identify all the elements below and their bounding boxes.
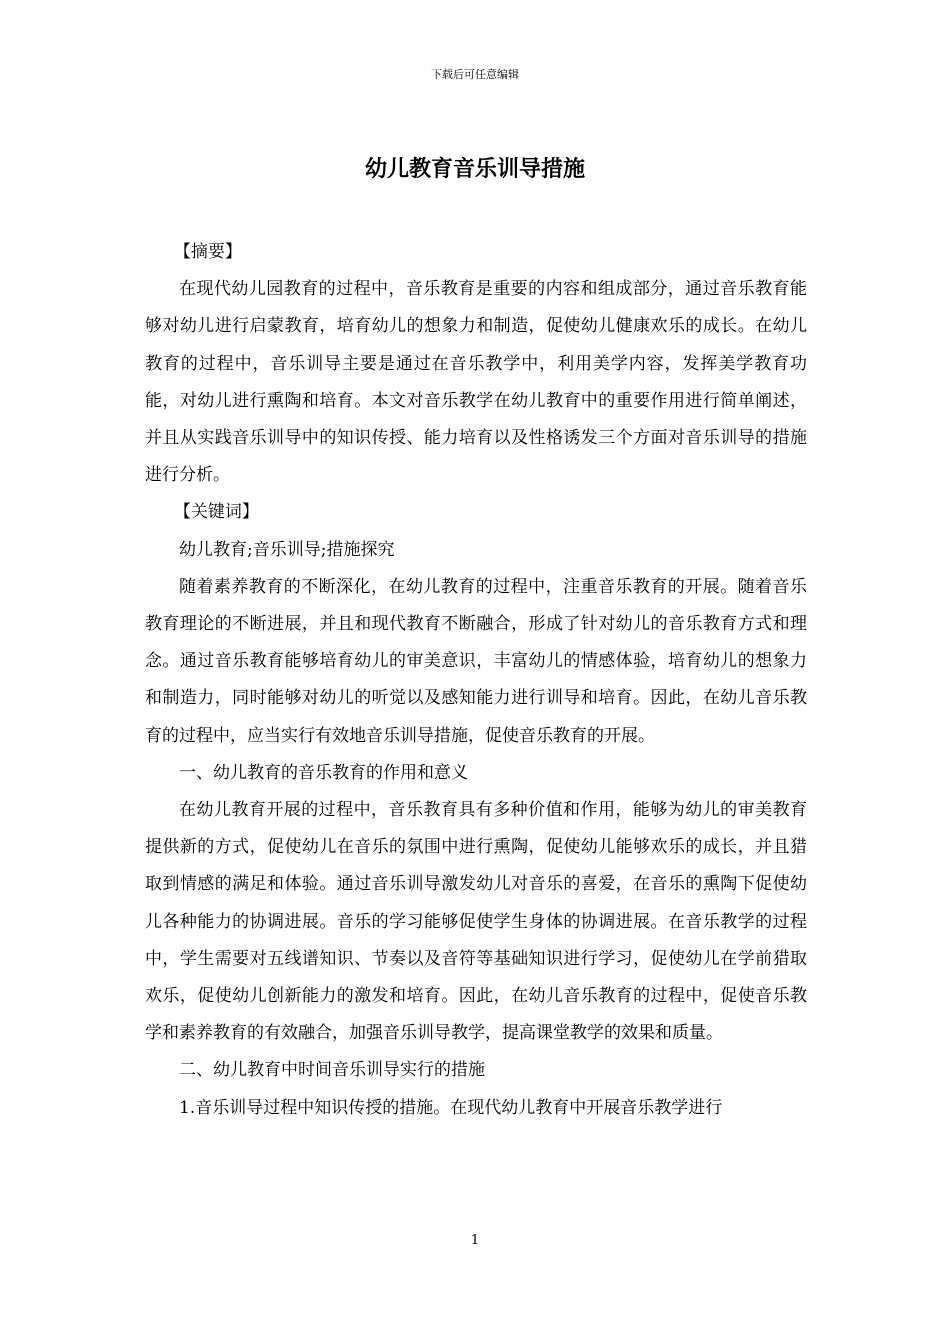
section-2-item-1: 1.音乐训导过程中知识传授的措施。在现代幼儿教育中开展音乐教学进行 bbox=[179, 1097, 723, 1118]
abstract-label: 【摘要】 bbox=[173, 242, 242, 262]
document-title: 幼儿教育音乐训导措施 bbox=[364, 157, 585, 182]
keywords-label: 【关键词】 bbox=[173, 502, 259, 523]
section-1-paragraph: 在幼儿教育开展的过程中，音乐教育具有多种价值和作用，能够为幼儿的审美教育提供新的方式，促使幼儿在音乐的氛围中进行熏陶，促使幼儿能够欢乐的成长，并且猎取到情感的满足和体验。通过音乐训导激发幼儿对音乐的喜爱，在音乐的熏陶下促使幼儿各种能力的协调进展。音乐的学习能够促使学生身体的协调进展。在音乐教学的过程中，学生需要对五线谱知识、节奏以及音符等基础知识进行学习，促使幼儿在学前猎取欢乐，促使幼儿创新能力的激发和培育。因此，在幼儿音乐教育的过程中，促使音乐教学和素养教育的有效融合，加强音乐训导教学，提高课堂教学的效果和质量。 bbox=[145, 800, 807, 1044]
document-body bbox=[145, 234, 807, 1127]
section-2-heading: 二、幼儿教育中时间音乐训导实行的措施 bbox=[179, 1060, 485, 1081]
abstract-paragraph: 在现代幼儿园教育的过程中，音乐教育是重要的内容和组成部分，通过音乐教育能够对幼儿进行启蒙教育，培育幼儿的想象力和制造，促使幼儿健康欢乐的成长。在幼儿教育的过程中，音乐训导主要是通过在音乐教学中，利用美学内容，发挥美学教育功能，对幼儿进行熏陶和培育。本文对音乐教学在幼儿教育中的重要作用进行简单阐述，并且从实践音乐训导中的知识传授、能力培育以及性格诱发三个方面对音乐训导的措施进行分析。 bbox=[145, 279, 807, 486]
intro-paragraph: 随着素养教育的不断深化，在幼儿教育的过程中，注重音乐教育的开展。随着音乐教育理论的不断进展，并且和现代教育不断融合，形成了针对幼儿的音乐教育方式和理念。通过音乐教育能够培育幼儿的审美意识，丰富幼儿的情感体验，培育幼儿的想象力和制造力，同时能够对幼儿的听觉以及感知能力进行训导和培育。因此，在幼儿音乐教育的过程中，应当实行有效地音乐训导措施，促使音乐教育的开展。 bbox=[145, 576, 807, 746]
header-note: 下载后可任意编辑 bbox=[431, 68, 519, 81]
page-number: 1 bbox=[470, 1233, 480, 1248]
keywords-paragraph: 幼儿教育;音乐训导;措施探究 bbox=[179, 539, 395, 560]
section-1-heading: 一、幼儿教育的音乐教育的作用和意义 bbox=[179, 762, 468, 783]
